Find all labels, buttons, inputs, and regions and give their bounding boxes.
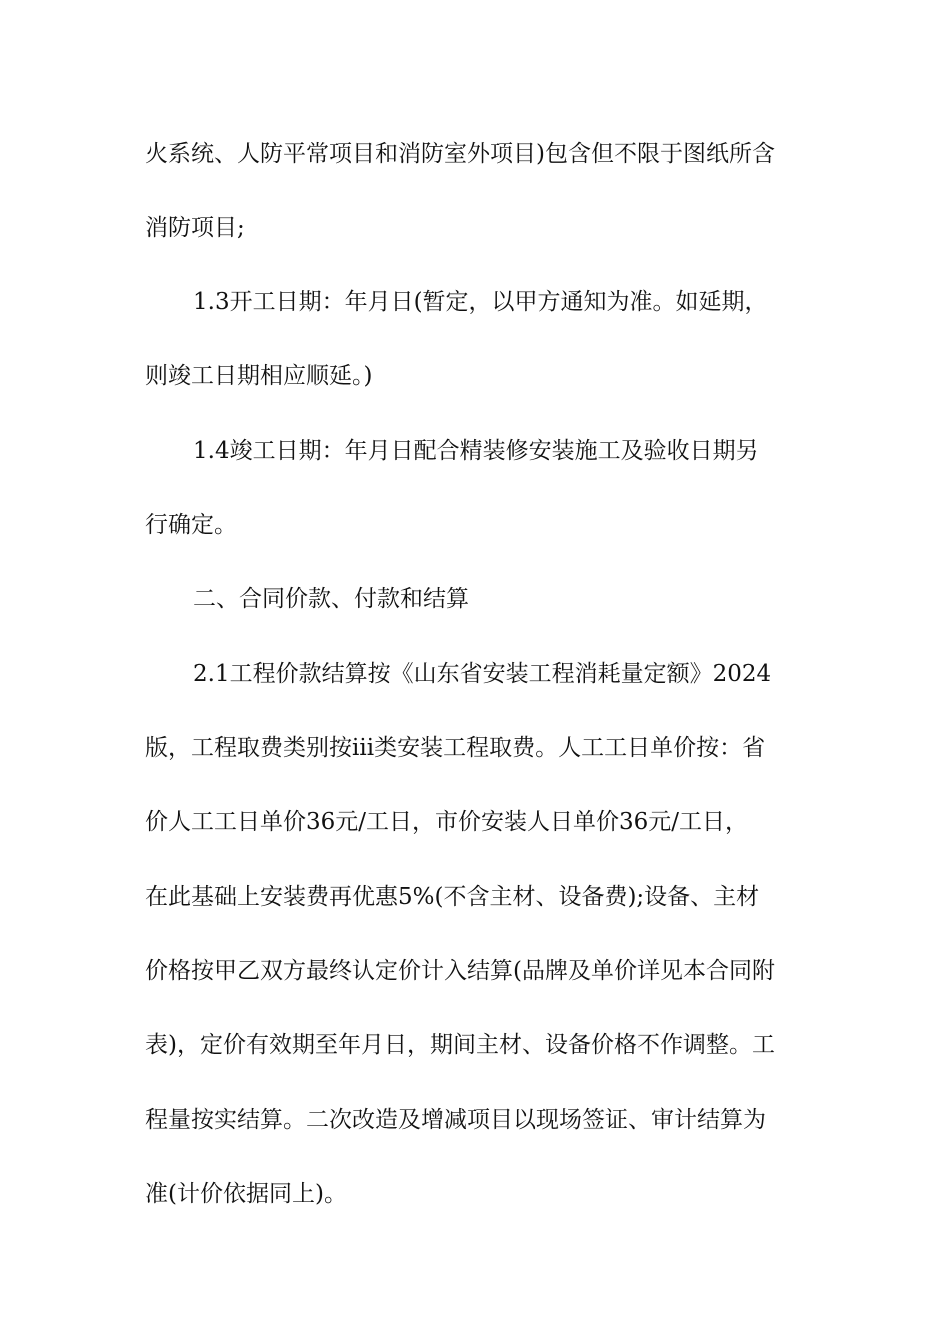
text-line: 在此基础上安装费再优惠5%(不含主材、设备费);设备、主材 xyxy=(145,884,760,910)
text-line: 价格按甲乙双方最终认定价计入结算(品牌及单价详见本合同附 xyxy=(145,958,775,984)
section-heading: 二、合同价款、付款和结算 xyxy=(193,586,469,612)
text-line: 1.4竣工日期：年月日配合精装修安装施工及验收日期另 xyxy=(193,438,759,464)
text-line: 表)，定价有效期至年月日，期间主材、设备价格不作调整。工 xyxy=(145,1032,775,1058)
text-line: 版，工程取费类别按iii类安装工程取费。人工工日单价按：省 xyxy=(145,735,766,761)
text-line: 则竣工日期相应顺延。) xyxy=(145,363,373,389)
text-line: 程量按实结算。二次改造及增减项目以现场签证、审计结算为 xyxy=(145,1107,766,1133)
text-line: 价人工工日单价36元/工日，市价安装人日单价36元/工日， xyxy=(145,809,749,835)
text-line: 1.3开工日期：年月日(暂定，以甲方通知为准。如延期， xyxy=(193,289,768,315)
text-line: 2.1工程价款结算按《山东省安装工程消耗量定额》2024 xyxy=(193,661,772,687)
text-line: 消防项目; xyxy=(145,215,245,241)
text-line: 火系统、人防平常项目和消防室外项目)包含但不限于图纸所含 xyxy=(145,141,775,167)
text-line: 准(计价依据同上)。 xyxy=(145,1181,347,1207)
text-line: 行确定。 xyxy=(145,512,237,538)
